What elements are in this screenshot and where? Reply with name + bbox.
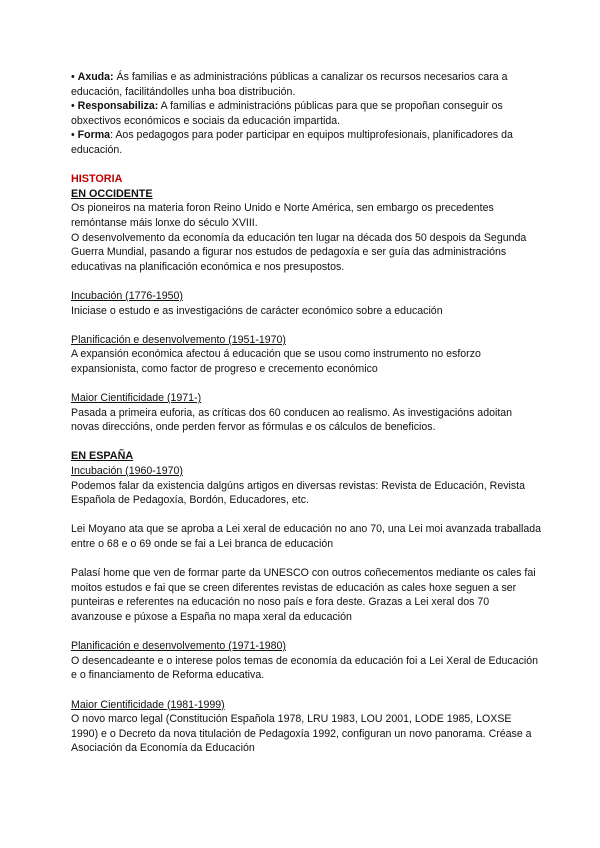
bullet-text: A familias e administracións públicas para que se propoñan conseguir os obxectivos económicos e sociais da educación impartida. <box>71 100 503 127</box>
period-text: Iniciase o estudo e as investigacións de carácter económico sobre a educación <box>71 304 443 317</box>
occidente-intro-2: O desenvolvemento da economía da educación ten lugar na década dos 50 despois da Segunda Guerra Mundial, pasando a figurar nos estudos de pedagoxía e ser guía das administracións educativas na planificación económica e nos presupostos. <box>71 231 527 273</box>
period-title: Incubación (1960-1970) <box>71 465 183 478</box>
bullet-text: Ás familias e as administracións públicas a canalizar os recursos necesarios cara a educación, facilitándolles unha boa distribución. <box>71 71 508 98</box>
document-page <box>71 70 541 756</box>
bullet-marker: • <box>71 100 75 113</box>
section-title-historia: HISTORIA <box>71 173 123 186</box>
period-title: Maior Cientificidade (1981-1999) <box>71 698 225 711</box>
bullet-text: : Aos pedagogos para poder participar en equipos multiprofesionais, planificadores da educación. <box>71 129 513 156</box>
bullet-term: Axuda: <box>77 71 114 83</box>
period-text: O desencadeante e o interese polos temas de economía da educación foi a Lei Xeral de Educación e o financiamento de Reforma educativa. <box>71 654 539 682</box>
period-title: Planificación e desenvolvemento (1971-1980) <box>71 640 286 653</box>
period-text: O novo marco legal (Constitución Española 1978, LRU 1983, LOU 2001, LODE 1985, LOXSE 1990) e o Decreto da nova titulación de Pedagoxía 1992, configuran un novo panorama. Créase a Asociación da Economía da Educación <box>71 713 532 755</box>
period-title: Planificación e desenvolvemento (1951-1970) <box>71 333 286 346</box>
heading-espana: EN ESPAÑA <box>71 450 134 463</box>
bullet-responsabiliza <box>71 99 541 128</box>
bullet-term: Responsabiliza: <box>77 100 159 113</box>
period-text: Palasí home que ven de formar parte da UNESCO con outros coñecementos mediante os cales fai moitos estudos e fai que se creen diferentes revistas de educación as cales hoxe seguen a ser punteiras e referentes na educación no noso país e fora deste. Grazas a Lei xeral dos 70 avanzouse e púxose a España no mapa xeral da educación <box>71 567 536 623</box>
bullet-marker: • <box>71 129 75 142</box>
period-text: A expansión económica afectou á educación que se usou como instrumento no esforzo expansionista, como factor de progreso e crecemento económico <box>71 348 481 375</box>
bullet-axuda <box>71 70 541 99</box>
heading-occidente: EN OCCIDENTE <box>71 187 153 200</box>
bullet-term: Forma <box>77 129 111 142</box>
period-title: Incubación (1776-1950) <box>71 289 183 302</box>
period-text: Podemos falar da existencia dalgúns artigos en diversas revistas: Revista de Educación, Revista Española de Pedagoxía, Bordón, Educadores, etc. <box>71 479 526 507</box>
period-text: Lei Moyano ata que se aproba a Lei xeral de educación no ano 70, una Lei moi avanzada traballada entre o 68 e o 69 onde se fai a Lei branca de educación <box>71 523 541 550</box>
bullet-marker: • <box>71 71 75 83</box>
period-text: Pasada a primeira euforia, as críticas dos 60 conducen ao realismo. As investigacións adoitan novas direccións, onde perden fervor as fórmulas e os cálculos de beneficios. <box>71 406 513 434</box>
bullet-forma <box>71 128 541 157</box>
period-title: Maior Cientificidade (1971-) <box>71 392 202 405</box>
occidente-intro-1: Os pioneiros na materia foron Reino Unido e Norte América, sen embargo os precedentes remóntanse máis lonxe do século XVIII. <box>71 202 494 229</box>
